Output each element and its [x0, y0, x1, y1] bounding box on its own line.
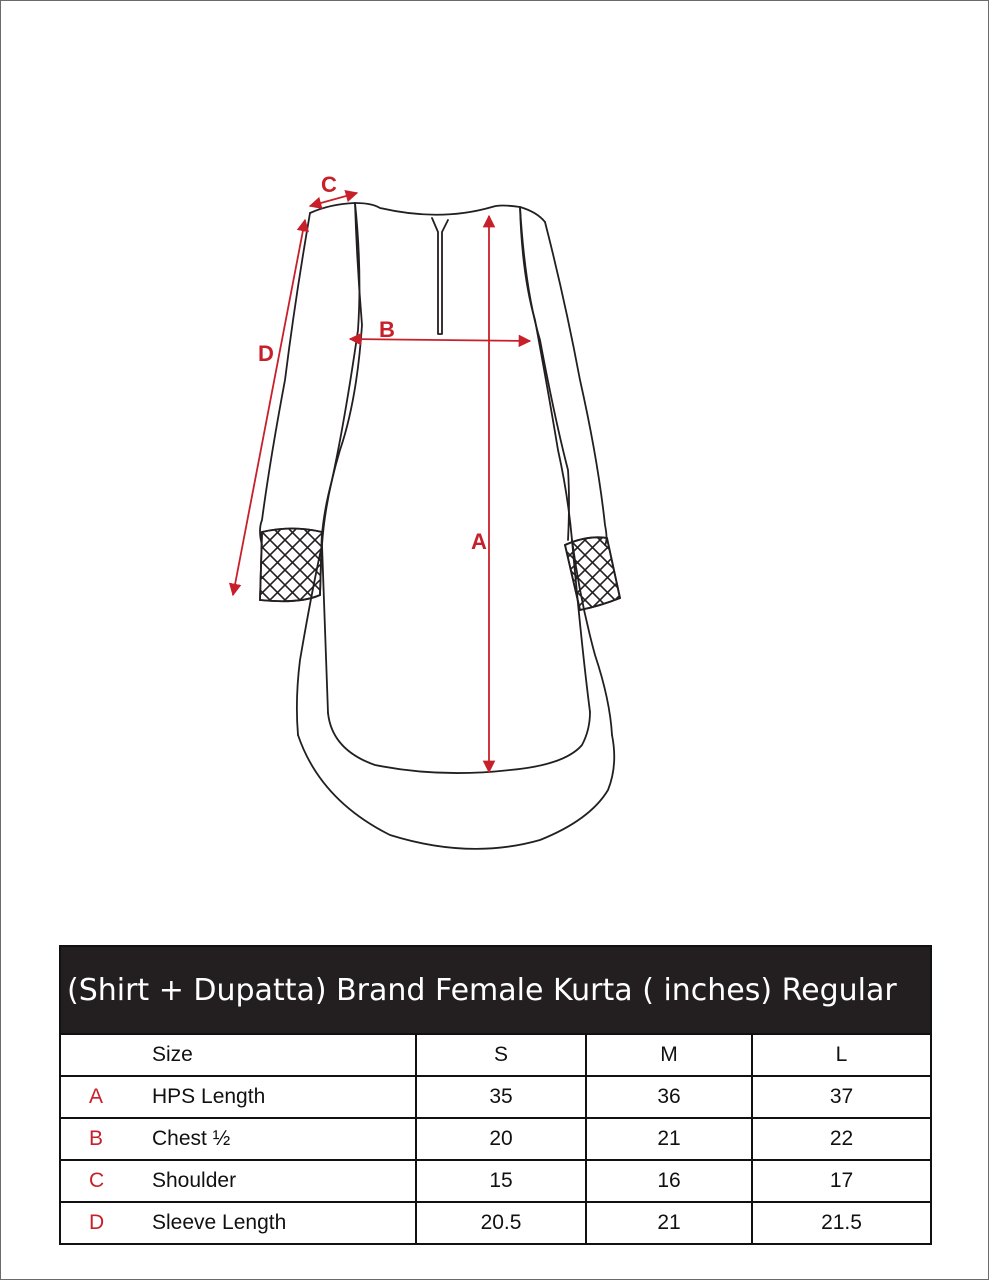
header-letter-cell — [60, 1034, 152, 1076]
label-d: D — [258, 341, 274, 366]
size-chart-table — [59, 945, 932, 1245]
row-value-m: 21 — [586, 1118, 752, 1160]
header-size-m: M — [586, 1034, 752, 1076]
table-header-row — [60, 1034, 931, 1076]
header-size-label: Size — [152, 1034, 416, 1076]
row-value-l: 17 — [752, 1160, 931, 1202]
row-letter: C — [60, 1160, 152, 1202]
row-value-s: 20.5 — [416, 1202, 586, 1244]
row-value-l: 22 — [752, 1118, 931, 1160]
row-letter: D — [60, 1202, 152, 1244]
row-measure-name: HPS Length — [152, 1076, 416, 1118]
table-row — [60, 1118, 931, 1160]
table-row — [60, 1202, 931, 1244]
row-value-l: 21.5 — [752, 1202, 931, 1244]
row-letter: A — [60, 1076, 152, 1118]
label-a: A — [471, 529, 487, 554]
left-cuff — [260, 529, 322, 602]
table-title: (Shirt + Dupatta) Brand Female Kurta ( inches) Regular — [60, 946, 931, 1034]
header-size-s: S — [416, 1034, 586, 1076]
measurement-lines — [233, 193, 530, 772]
row-value-m: 36 — [586, 1076, 752, 1118]
row-letter: B — [60, 1118, 152, 1160]
table-row — [60, 1076, 931, 1118]
kurta-outline — [260, 203, 614, 849]
row-value-s: 35 — [416, 1076, 586, 1118]
row-value-m: 16 — [586, 1160, 752, 1202]
row-value-s: 20 — [416, 1118, 586, 1160]
row-value-l: 37 — [752, 1076, 931, 1118]
row-value-m: 21 — [586, 1202, 752, 1244]
row-value-s: 15 — [416, 1160, 586, 1202]
measure-b-line — [350, 339, 530, 341]
row-measure-name: Sleeve Length — [152, 1202, 416, 1244]
table-row — [60, 1160, 931, 1202]
right-cuff — [565, 537, 620, 610]
row-measure-name: Shoulder — [152, 1160, 416, 1202]
header-size-l: L — [752, 1034, 931, 1076]
row-measure-name: Chest ½ — [152, 1118, 416, 1160]
label-b: B — [379, 317, 395, 342]
label-c: C — [321, 172, 337, 197]
